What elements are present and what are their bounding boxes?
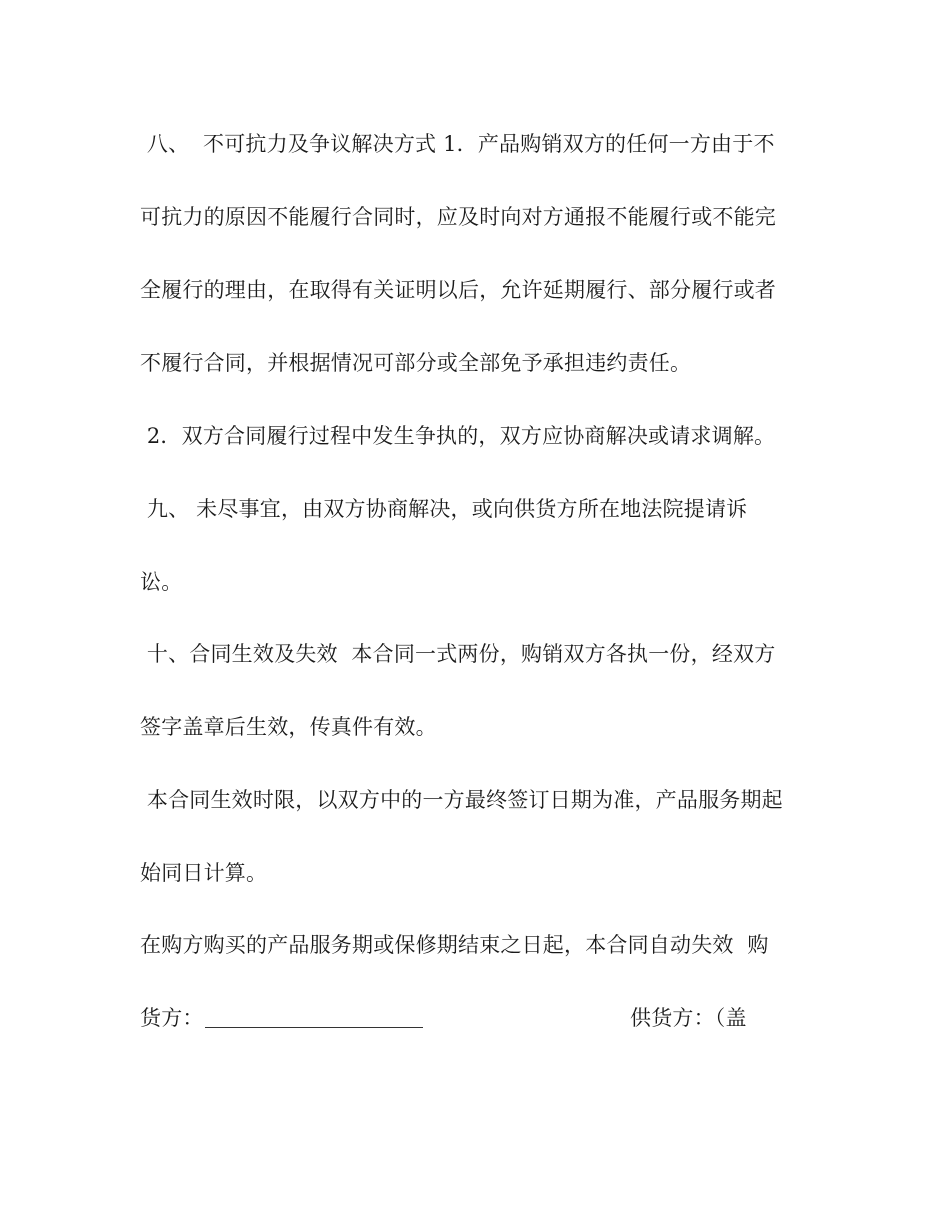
paragraph-line: 八、 不可抗力及争议解决方式 1．产品购销双方的任何一方由于不 xyxy=(140,132,775,156)
paragraph-line: 可抗力的原因不能履行合同时，应及时向对方通报不能履行或不能完 xyxy=(140,205,776,229)
paragraph-line: 全履行的理由，在取得有关证明以后，允许延期履行、部分履行或者 xyxy=(140,278,776,302)
paragraph-line: 不履行合同，并根据情况可部分或全部免予承担违约责任。 xyxy=(140,351,692,375)
paragraph-line: 2．双方合同履行过程中发生争执的，双方应协商解决或请求调解。 xyxy=(140,424,776,448)
buyer-signature-label: 货方： xyxy=(140,1006,204,1030)
paragraph-line: 十、合同生效及失效 本合同一式两份，购销双方各执一份，经双方 xyxy=(140,642,776,666)
paragraph-line: 本合同生效时限，以双方中的一方最终签订日期为准，产品服务期起 xyxy=(140,788,783,812)
paragraph-line: 在购方购买的产品服务期或保修期结束之日起，本合同自动失效 购 xyxy=(140,933,769,957)
paragraph-line: 签字盖章后生效，传真件有效。 xyxy=(140,715,437,739)
supplier-signature-label: 供货方：（盖 xyxy=(630,1006,747,1030)
buyer-signature-line xyxy=(205,1026,423,1028)
paragraph-line: 讼。 xyxy=(140,570,183,594)
paragraph-line: 始同日计算。 xyxy=(140,861,268,885)
paragraph-line: 九、 未尽事宜，由双方协商解决，或向供货方所在地法院提请诉 xyxy=(140,497,748,521)
